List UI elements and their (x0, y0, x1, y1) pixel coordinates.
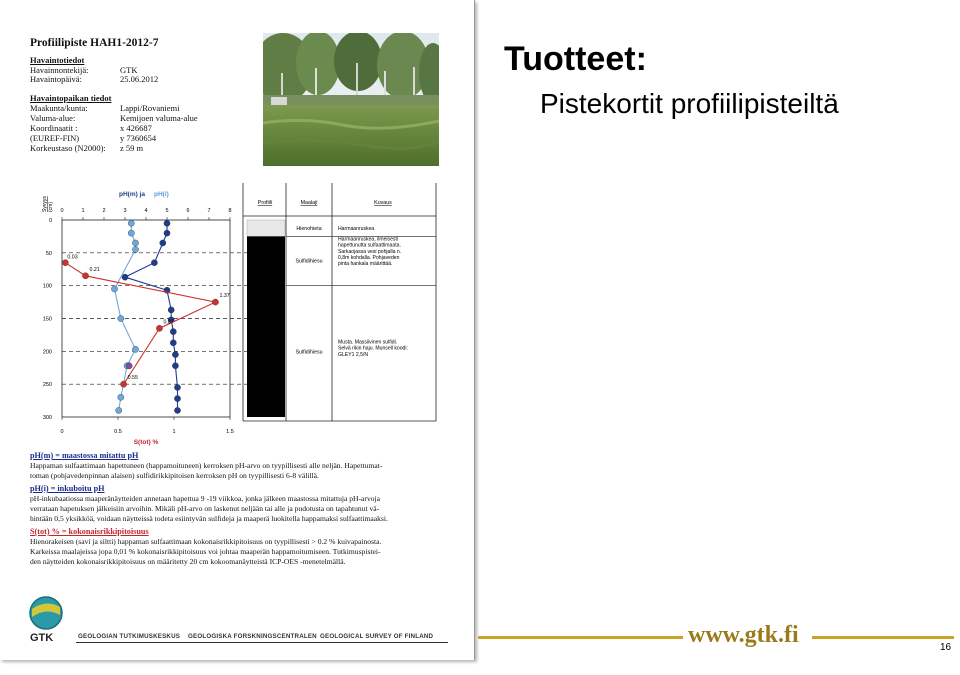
profile-desc-2-line-1: Harmaanruskea, ilmeisesti (338, 236, 399, 243)
note-s-tot-line-1: Hienorakeisen (savi ja siltti) happaman sulfaattimaan kokonaisrikkipitoisuus on tyypillisesti > 0.2 % kuivapainosta. (30, 537, 382, 546)
note-ph-i-line-1: pH-inkubaatiossa maaperänäytteiden annetaan hapettua 9 -19 viikkoa, jonka jälkeen maastossa mitattuja pH-arvoja (30, 494, 381, 503)
observation-value-2: 25.06.2012 (120, 74, 159, 84)
series-1-point-3 (132, 246, 138, 252)
footer-gold-line-left (478, 636, 683, 639)
note-s-tot (30, 527, 381, 567)
note-s-tot-line-3: den näytteiden kokonaisrikkipitoisuus on määritetty 20 cm kokoomanäytteistä ICP-OES -menetelmällä. (30, 557, 346, 566)
series-2-point-1 (82, 273, 88, 279)
depth-tick-label-200: 200 (42, 349, 52, 356)
observation-label-2: Havaintopäivä: (30, 74, 82, 84)
series-0-point-8 (170, 329, 176, 335)
depth-tick-label-100: 100 (42, 283, 52, 290)
series-1-point-0 (128, 220, 134, 226)
depth-axis-label-a: Syvyys (42, 196, 48, 212)
series-0-point-0 (164, 220, 170, 226)
stot-data-label-4: 0.55 (127, 375, 138, 382)
depth-tick-label-50: 50 (45, 250, 52, 257)
profile-layer-2 (247, 236, 285, 417)
series-1-point-2 (132, 240, 138, 246)
depth-tick-label-150: 150 (42, 316, 52, 323)
note-ph-i-line-3: hintään 0,5 yksikköä, voidaan näytteissä todeta esiintyvän sulfideja ja maaperä luokitella happamaksi sulfaattimaaksi. (30, 514, 388, 523)
stot-data-label-1: 0.21 (89, 266, 100, 273)
footer-gold-line-right (812, 636, 954, 639)
note-s-tot-heading: S(tot) % = kokonaisrikkipitoisuus (30, 527, 149, 536)
note-ph-m-line-1: Happaman sulfaattimaan hapettuneen (happamoituneen) kerroksen pH-arvo on tyypillisesti alle neljän. Hapettumat- (30, 461, 383, 470)
location-label-1: Maakunta/kunta: (30, 103, 88, 113)
stot-tick-label-1: 1 (172, 429, 176, 435)
series-2-point-2 (212, 299, 218, 305)
profile-desc-1-line-1: Harmaanruskea (338, 225, 375, 232)
location-value-4: y 7360654 (120, 133, 157, 143)
ph-tick-label-8: 8 (228, 208, 232, 214)
slide-title: Tuotteet: (504, 40, 647, 78)
series-2-point-3 (156, 325, 162, 331)
profile-desc-3-line-1: Musta. Massiivinen sulfidi. (338, 339, 398, 346)
stot-data-label-2: 1.37 (219, 293, 230, 300)
top-axis-title-ph-m: pH(m) ja (119, 191, 145, 198)
series-1-point-9 (116, 407, 122, 413)
soil-type-1: Hienohieta (296, 225, 322, 232)
site-photo (263, 33, 439, 166)
ph-tick-label-7: 7 (207, 208, 211, 214)
ph-tick-label-4: 4 (144, 208, 148, 214)
note-s-tot-line-2: Karkeissa maalajeissa jopa 0,01 % kokonaisrikkipitoisuus voi johtaa maaperän happamoitumiseen. Tutkimuspistei- (30, 547, 381, 556)
stot-data-label-0: 0.03 (67, 254, 78, 261)
series-2-point-4 (121, 381, 127, 387)
stot-tick-label-1.5: 1.5 (226, 429, 234, 435)
series-0-point-10 (172, 352, 178, 358)
series-1-point-8 (118, 394, 124, 400)
note-ph-m (30, 451, 382, 481)
ph-tick-label-2: 2 (102, 208, 106, 214)
note-ph-i (30, 484, 388, 524)
footer-org-sv: GEOLOGISKA FORSKNINGSCENTRALEN (188, 633, 317, 640)
location-label-5: Korkeustaso (N2000): (30, 143, 106, 153)
series-0-point-9 (170, 340, 176, 346)
profile-desc-2-line-3: Sarkaojassa vesi pohjalla n. (338, 248, 402, 255)
note-ph-i-line-2: verrataan hapetuksen jälkeisiin arvoihin. Mikäli pH-arvo on laskenut neljään tai alle ja pudotusta on tapahtunut vä- (30, 504, 380, 513)
series-3-point-0 (126, 363, 132, 369)
gtk-logo-text: GTK (30, 632, 54, 644)
ph-tick-label-6: 6 (186, 208, 190, 214)
location-value-2: Kemijoen valuma-alue (120, 113, 198, 123)
slide-subtitle: Pistekortit profiilipisteiltä (540, 88, 839, 119)
footer-org-fi: GEOLOGIAN TUTKIMUSKESKUS (78, 633, 181, 640)
series-0-point-4 (122, 274, 128, 280)
series-0-point-13 (174, 396, 180, 402)
document-page (0, 0, 475, 660)
note-ph-m-heading: pH(m) = maastossa mitattu pH (30, 451, 139, 460)
top-axis-title-ph-i: pH(i) (154, 191, 169, 198)
series-0-point-6 (168, 307, 174, 313)
series-0-point-14 (174, 407, 180, 413)
soil-type-2: Sulfidihiesu (295, 258, 323, 265)
series-0-point-11 (172, 363, 178, 369)
profile-chart (0, 180, 474, 450)
location-label-4: (EUREF-FIN) (30, 133, 80, 143)
ph-tick-label-5: 5 (165, 208, 169, 214)
col-header-profile: Profiili (257, 200, 273, 206)
page-number: 16 (940, 642, 952, 653)
series-1-point-4 (111, 286, 117, 292)
depth-tick-label-300: 300 (42, 415, 52, 421)
series-1-point-6 (132, 346, 138, 352)
profile-desc-2-line-2: hapettunutta sulfaattimaata. (338, 242, 401, 249)
profile-desc-3-line-2: Selvä rikin haju. Munsell koodi: (338, 345, 408, 352)
profile-desc-2-line-4: 0,8m kohdalla. Pohjaveden (338, 254, 400, 261)
stot-data-label-3: 0.87 (163, 319, 174, 326)
profile-layer-1 (247, 220, 285, 236)
depth-axis-label-b: (cm) (48, 202, 54, 212)
stot-tick-label-0.5: 0.5 (114, 429, 122, 435)
bottom-axis-title: S(tot) % (133, 439, 159, 446)
footer-org-en: GEOLOGICAL SURVEY OF FINLAND (320, 633, 434, 640)
observation-value-1: GTK (120, 65, 138, 75)
location-label-2: Valuma-alue: (30, 113, 76, 123)
col-header-desc: Kuvaus (374, 200, 392, 206)
series-1-point-5 (118, 315, 124, 321)
location-value-5: z 59 m (120, 143, 144, 153)
series-0-point-12 (174, 384, 180, 390)
series-0-point-2 (160, 240, 166, 246)
soil-type-3: Sulfidihiesu (295, 349, 323, 356)
profile-desc-3-line-3: GLEY1 2,5/N (338, 351, 369, 358)
observation-heading: Havaintotiedot (30, 55, 85, 65)
depth-tick-label-250: 250 (42, 382, 52, 389)
note-ph-i-heading: pH(i) = inkuboitu pH (30, 484, 105, 493)
location-value-3: x 426687 (120, 123, 152, 133)
stot-tick-label-0: 0 (60, 429, 64, 435)
observation-label-1: Havainnontekijä: (30, 65, 89, 75)
col-header-soil: Maalaji (300, 200, 318, 206)
series-0-point-3 (151, 260, 157, 266)
depth-tick-label-0: 0 (48, 218, 52, 224)
location-heading: Havaintopaikan tiedot (30, 93, 112, 103)
location-label-3: Koordinaatit : (30, 123, 78, 133)
ph-tick-label-1: 1 (81, 208, 85, 214)
series-1-point-1 (128, 230, 134, 236)
doc-title: Profiilipiste HAH1-2012-7 (30, 37, 159, 49)
ph-tick-label-3: 3 (123, 208, 127, 214)
location-value-1: Lappi/Rovaniemi (120, 103, 180, 113)
note-ph-m-line-2: toman (pohjavedenpinnan alaisen) sulfidirikkipitoisen kerroksen pH on tyypillisesti 6-8 välillä. (30, 471, 319, 480)
series-0-point-1 (164, 230, 170, 236)
profile-desc-2-line-5: pinta hankala määrittää. (338, 261, 393, 268)
footer-url[interactable]: www.gtk.fi (688, 622, 799, 648)
ph-tick-label-0: 0 (60, 208, 64, 214)
footer-rule (76, 642, 448, 643)
